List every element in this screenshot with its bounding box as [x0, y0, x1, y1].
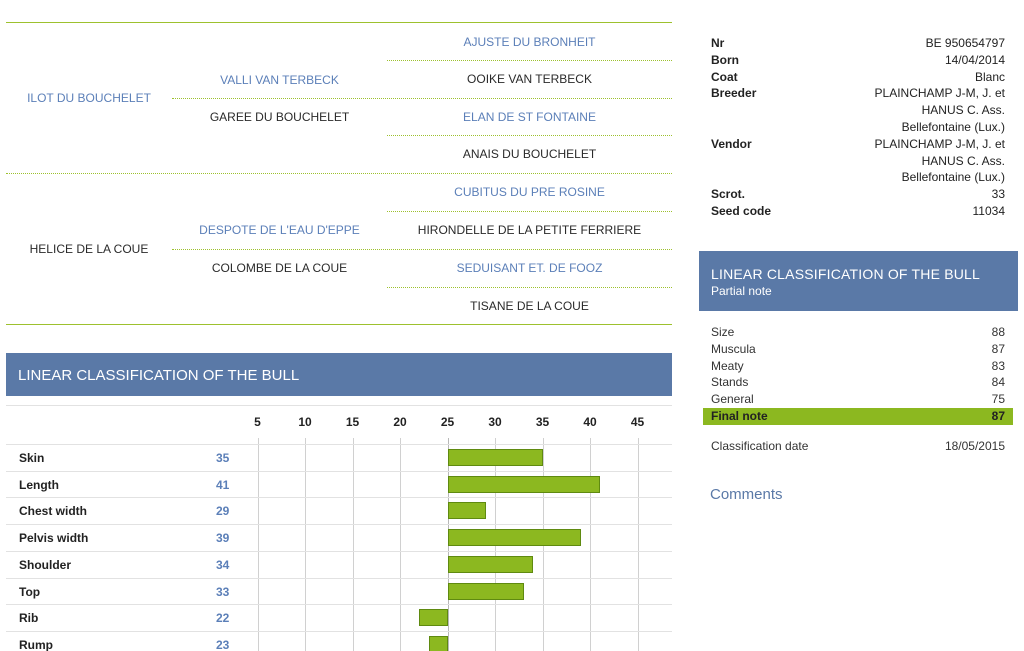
note-row	[703, 324, 1013, 341]
classification-date-label: Classification date	[711, 439, 809, 453]
category-label: Chest width	[19, 504, 87, 519]
chart-bar	[419, 609, 448, 626]
info-value: HANUS C. Ass.	[921, 153, 1005, 168]
pedigree-ggparent-4: ANAIS DU BOUCHELET	[462, 147, 597, 161]
info-vendor	[711, 136, 1005, 153]
x-tick-label: 45	[630, 415, 645, 429]
chart-bar	[448, 476, 600, 493]
info-nr	[711, 35, 1005, 52]
note-label: Stands	[711, 375, 749, 390]
info-born	[711, 52, 1005, 69]
pedigree-ggparent-6: HIRONDELLE DE LA PETITE FERRIERE	[417, 223, 642, 237]
chart-row	[6, 524, 672, 551]
note-value: 75	[991, 392, 1005, 407]
category-label: Skin	[19, 451, 45, 465]
pedigree-ggparent-7[interactable]: SEDUISANT ET. DE FOOZ	[456, 261, 603, 275]
comments-link[interactable]: Comments	[710, 486, 783, 503]
chart-row	[6, 551, 672, 578]
value-label: 29	[216, 504, 230, 519]
chart-row	[6, 631, 672, 651]
info-label: Coat	[711, 69, 738, 84]
info-coat	[711, 69, 1005, 86]
x-tick-label: 15	[345, 415, 360, 429]
info-value: PLAINCHAMP J-M, J. et	[874, 136, 1005, 151]
chart-header: LINEAR CLASSIFICATION OF THE BULL	[6, 353, 672, 396]
info-label: Born	[711, 52, 739, 67]
value-label: 39	[216, 531, 230, 546]
info-value: Bellefontaine (Lux.)	[901, 170, 1005, 185]
info-value: 11034	[972, 203, 1005, 218]
note-value: 84	[991, 375, 1005, 390]
chart-bar	[448, 583, 524, 600]
linear-classification-header	[699, 251, 1018, 311]
note-row	[703, 341, 1013, 358]
chart-row	[6, 444, 672, 471]
info-breeder-line2	[711, 102, 1005, 119]
classification-date-value: 18/05/2015	[944, 439, 1005, 453]
pedigree-table	[6, 22, 672, 325]
chart-bar	[448, 449, 543, 466]
info-breeder	[711, 85, 1005, 102]
chart-row	[6, 497, 672, 524]
pedigree-ggparent-3[interactable]: ELAN DE ST FONTAINE	[463, 109, 596, 124]
chart-bar	[429, 636, 448, 651]
category-label: Rib	[19, 611, 39, 626]
chart-bar	[448, 529, 581, 546]
partial-notes	[703, 324, 1013, 425]
value-label: 41	[216, 477, 230, 492]
animal-info	[711, 35, 1005, 220]
note-row	[703, 391, 1013, 408]
info-scrot	[711, 186, 1005, 203]
info-label: Vendor	[711, 136, 752, 151]
note-value: 87	[991, 408, 1005, 423]
value-label: 34	[216, 557, 230, 572]
category-label: Shoulder	[19, 557, 72, 572]
info-value: 14/04/2014	[944, 52, 1005, 67]
category-label: Length	[19, 477, 59, 492]
info-vendor-line3	[711, 169, 1005, 186]
info-breeder-line3	[711, 119, 1005, 136]
chart-row	[6, 471, 672, 498]
note-label: Size	[711, 325, 735, 339]
chart-bar	[448, 556, 534, 573]
chart-bar	[448, 502, 486, 519]
info-vendor-line2	[711, 153, 1005, 170]
note-value: 87	[991, 341, 1005, 356]
note-label: Muscula	[711, 341, 756, 356]
pedigree-dam-sire[interactable]: DESPOTE DE L'EAU D'EPPE	[199, 223, 360, 237]
pedigree-sire-sire[interactable]: VALLI VAN TERBECK	[220, 72, 339, 87]
note-row	[703, 374, 1013, 391]
info-value: Blanc	[974, 69, 1005, 84]
category-label: Rump	[19, 637, 53, 651]
pedigree-ggparent-2: OOIKE VAN TERBECK	[467, 72, 592, 86]
pedigree-sire[interactable]: ILOT DU BOUCHELET	[27, 91, 151, 105]
note-row	[703, 358, 1013, 375]
info-label: Nr	[711, 36, 725, 50]
pedigree-dam: HELICE DE LA COUE	[29, 242, 149, 256]
pedigree-ggparent-8: TISANE DE LA COUE	[470, 299, 589, 313]
value-label: 23	[216, 637, 230, 651]
info-value: PLAINCHAMP J-M, J. et	[874, 86, 1005, 101]
note-label: Final note	[711, 408, 768, 423]
info-value: BE 950654797	[925, 36, 1005, 50]
chart-row	[6, 604, 672, 631]
section-title: LINEAR CLASSIFICATION OF THE BULL	[711, 266, 981, 282]
value-label: 22	[216, 611, 230, 626]
x-tick-label: 40	[583, 415, 597, 429]
x-tick-label: 30	[488, 415, 502, 429]
section-subtitle: Partial note	[711, 284, 772, 298]
note-value: 88	[991, 325, 1005, 339]
x-tick-label: 10	[298, 415, 312, 429]
info-value: 33	[991, 187, 1005, 202]
pedigree-sire-dam: GAREE DU BOUCHELET	[209, 109, 350, 124]
x-tick-label: 25	[440, 415, 455, 429]
x-tick-label: 20	[393, 415, 407, 429]
pedigree-ggparent-1[interactable]: AJUSTE DU BRONHEIT	[463, 34, 596, 49]
info-seed-code	[711, 203, 1005, 220]
value-label: 35	[216, 451, 230, 465]
x-tick-label: 5	[254, 415, 261, 429]
note-label: General	[711, 392, 754, 407]
pedigree-ggparent-5[interactable]: CUBITUS DU PRE ROSINE	[454, 185, 605, 199]
linear-classification-chart	[6, 405, 672, 651]
chart-row	[6, 578, 672, 605]
note-value: 83	[991, 358, 1005, 373]
category-label: Top	[19, 584, 41, 599]
category-label: Pelvis width	[19, 531, 89, 546]
note-label: Meaty	[711, 358, 744, 373]
info-value: HANUS C. Ass.	[921, 103, 1005, 118]
info-label: Seed code	[711, 203, 772, 218]
info-label: Scrot.	[711, 187, 746, 202]
info-value: Bellefontaine (Lux.)	[901, 119, 1005, 134]
info-label: Breeder	[711, 86, 757, 101]
pedigree-dam-dam: COLOMBE DE LA COUE	[211, 261, 348, 275]
value-label: 33	[216, 584, 230, 599]
classification-date	[711, 439, 1005, 453]
x-tick-label: 35	[535, 415, 550, 429]
final-note-row	[703, 408, 1013, 425]
